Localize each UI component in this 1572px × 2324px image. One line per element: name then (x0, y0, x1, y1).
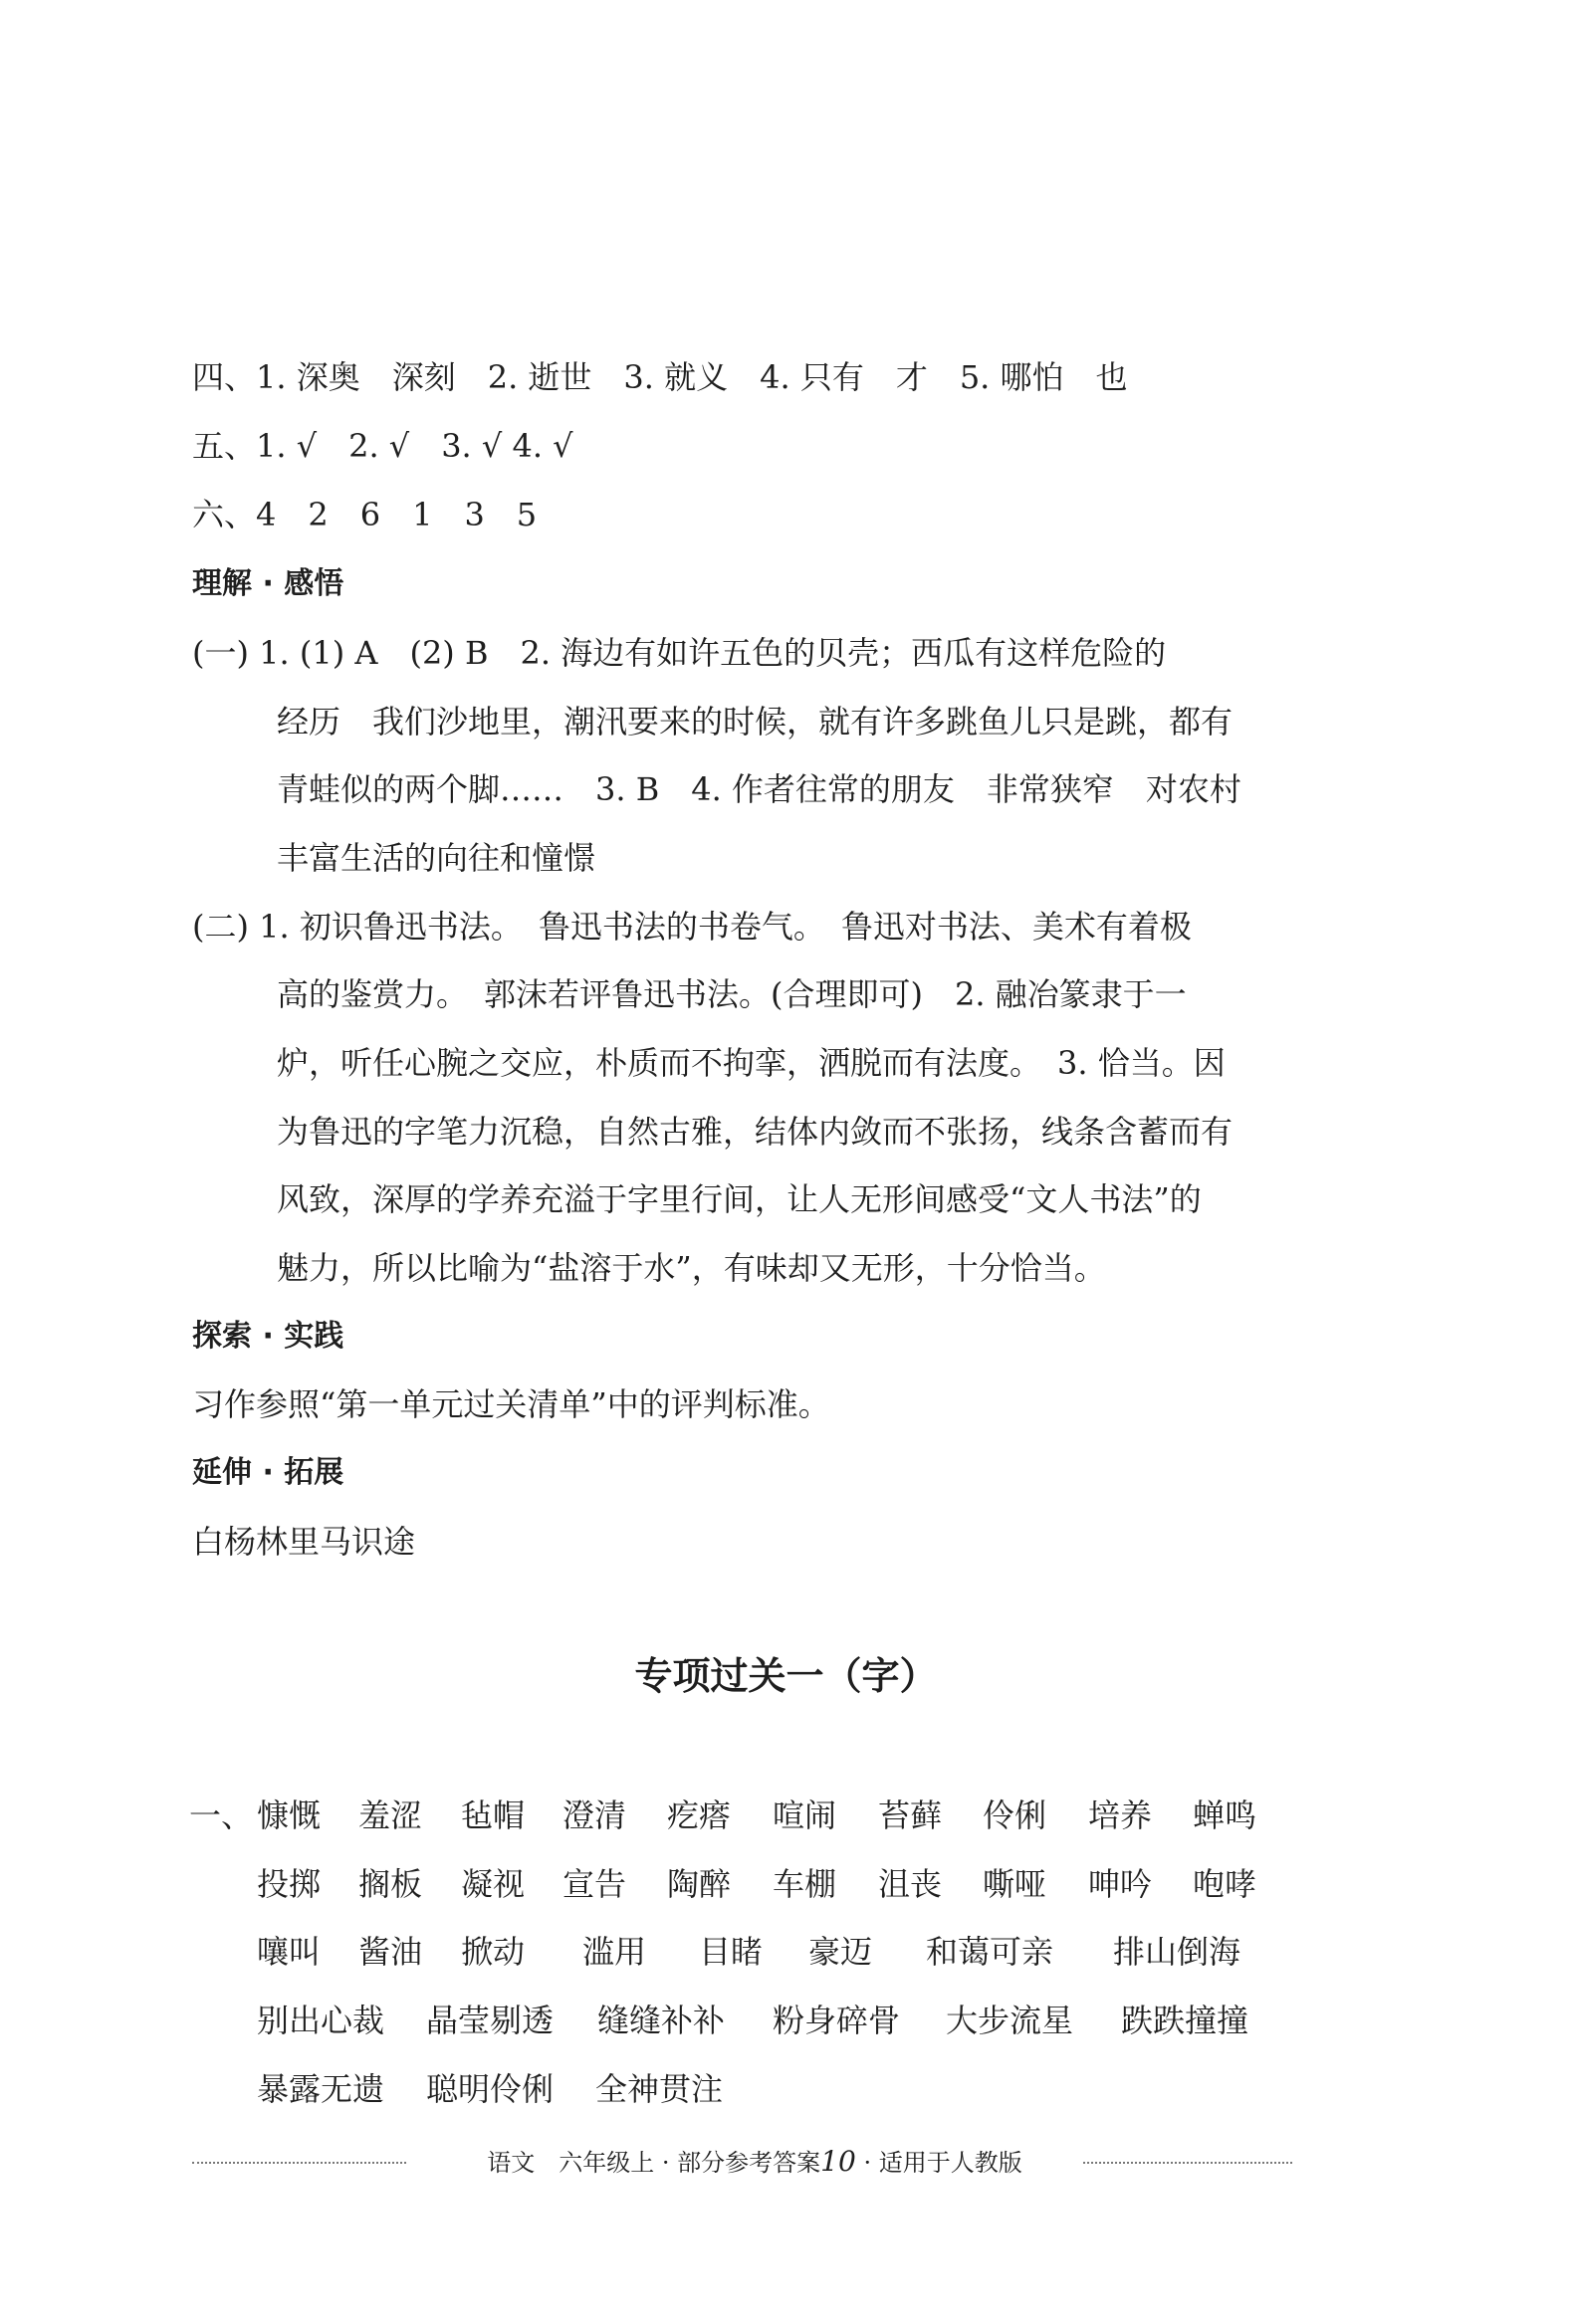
part1-line: 经历 我们沙地里，潮汛要来的时候，就有许多跳鱼儿只是跳，都有 (277, 703, 1234, 740)
part1-line: (一) 1. (1) A (2) B 2. 海边有如许五色的贝壳；西瓜有这样危险的 (192, 634, 1167, 672)
word-item: 暴露无遗 (257, 2070, 385, 2108)
word-item: 苔藓 (878, 1796, 943, 1834)
special-title: 专项过关一（字） (634, 1654, 938, 1698)
word-item: 嚷叫 (257, 1933, 322, 1971)
word-item: 蝉鸣 (1193, 1796, 1257, 1834)
word-item: 伶俐 (983, 1796, 1047, 1834)
part1-line: 丰富生活的向往和憧憬 (277, 839, 596, 877)
word-item: 培养 (1088, 1796, 1153, 1834)
word-item: 晶莹剔透 (426, 2002, 555, 2039)
word-item: 凝视 (461, 1865, 526, 1903)
word-item: 呻吟 (1088, 1865, 1153, 1903)
word-item: 喧闹 (773, 1796, 837, 1834)
word-item: 掀动 (461, 1933, 526, 1971)
word-item: 沮丧 (878, 1865, 943, 1903)
word-item: 投掷 (257, 1865, 322, 1903)
answer-line-5: 五、1. √ 2. √ 3. √ 4. √ (192, 427, 573, 465)
footer-right: · 适用于人教版 (855, 2149, 1022, 2177)
answer-line-4: 四、1. 深奥 深刻 2. 逝世 3. 就义 4. 只有 才 5. 哪怕 也 (192, 358, 1128, 396)
word-item: 陶醉 (667, 1865, 732, 1903)
part2-line: 高的鉴赏力。 郭沫若评鲁迅书法。(合理即可) 2. 融冶篆隶于一 (277, 975, 1187, 1013)
word-item: 和蔼可亲 (926, 1933, 1054, 1971)
footer-dotted-rule (192, 2162, 406, 2164)
word-item: 车棚 (773, 1865, 837, 1903)
part2-line: 炉，听任心腕之交应，朴质而不拘挛，洒脱而有法度。 3. 恰当。因 (277, 1044, 1226, 1082)
word-item: 跌跌撞撞 (1121, 2002, 1249, 2039)
heading-understanding: 理解 · 感悟 (192, 566, 344, 601)
word-item: 滥用 (582, 1933, 647, 1971)
word-item: 慷慨 (257, 1796, 322, 1834)
part2-line: (二) 1. 初识鲁迅书法。 鲁迅书法的书卷气。 鲁迅对书法、美术有着极 (192, 908, 1192, 946)
special-prefix: 一、 (189, 1796, 254, 1834)
word-item: 搁板 (358, 1865, 423, 1903)
part2-line: 为鲁迅的字笔力沉稳，自然古雅，结体内敛而不张扬，线条含蓄而有 (277, 1113, 1234, 1151)
word-item: 大步流星 (946, 2002, 1074, 2039)
word-item: 别出心裁 (257, 2002, 385, 2039)
part1-line: 青蛙似的两个脚…… 3. B 4. 作者往常的朋友 非常狭窄 对农村 (277, 770, 1241, 808)
word-item: 嘶哑 (983, 1865, 1047, 1903)
word-item: 宣告 (562, 1865, 627, 1903)
footer-dotted-rule (1083, 2162, 1292, 2164)
word-item: 毡帽 (461, 1796, 526, 1834)
word-item: 排山倒海 (1113, 1933, 1241, 1971)
part2-line: 风致，深厚的学养充溢于字里行间，让人无形间感受“文人书法”的 (277, 1180, 1202, 1218)
word-item: 澄清 (562, 1796, 627, 1834)
explore-text: 习作参照“第一单元过关清单”中的评判标准。 (192, 1385, 830, 1423)
word-item: 聪明伶俐 (426, 2070, 555, 2108)
word-item: 缝缝补补 (597, 2002, 726, 2039)
word-item: 全神贯注 (595, 2070, 724, 2108)
footer-text (436, 2142, 1073, 2183)
word-item: 疙瘩 (667, 1796, 732, 1834)
heading-extend: 延伸 · 拓展 (192, 1455, 344, 1490)
word-item: 豪迈 (808, 1933, 873, 1971)
page-footer (0, 2142, 1572, 2182)
word-item: 粉身碎骨 (773, 2002, 901, 2039)
page-number: 10 (820, 2145, 856, 2178)
footer-left: 语文 六年级上 · 部分参考答案 (487, 2149, 821, 2177)
part2-line: 魅力，所以比喻为“盐溶于水”，有味却又无形，十分恰当。 (277, 1249, 1106, 1287)
heading-explore: 探索 · 实践 (192, 1319, 344, 1354)
word-item: 羞涩 (358, 1796, 423, 1834)
extend-text: 白杨林里马识途 (192, 1523, 416, 1561)
word-item: 咆哮 (1193, 1865, 1257, 1903)
answer-line-6: 六、4 2 6 1 3 5 (192, 496, 538, 533)
word-item: 酱油 (358, 1933, 423, 1971)
word-item: 目睹 (699, 1933, 764, 1971)
